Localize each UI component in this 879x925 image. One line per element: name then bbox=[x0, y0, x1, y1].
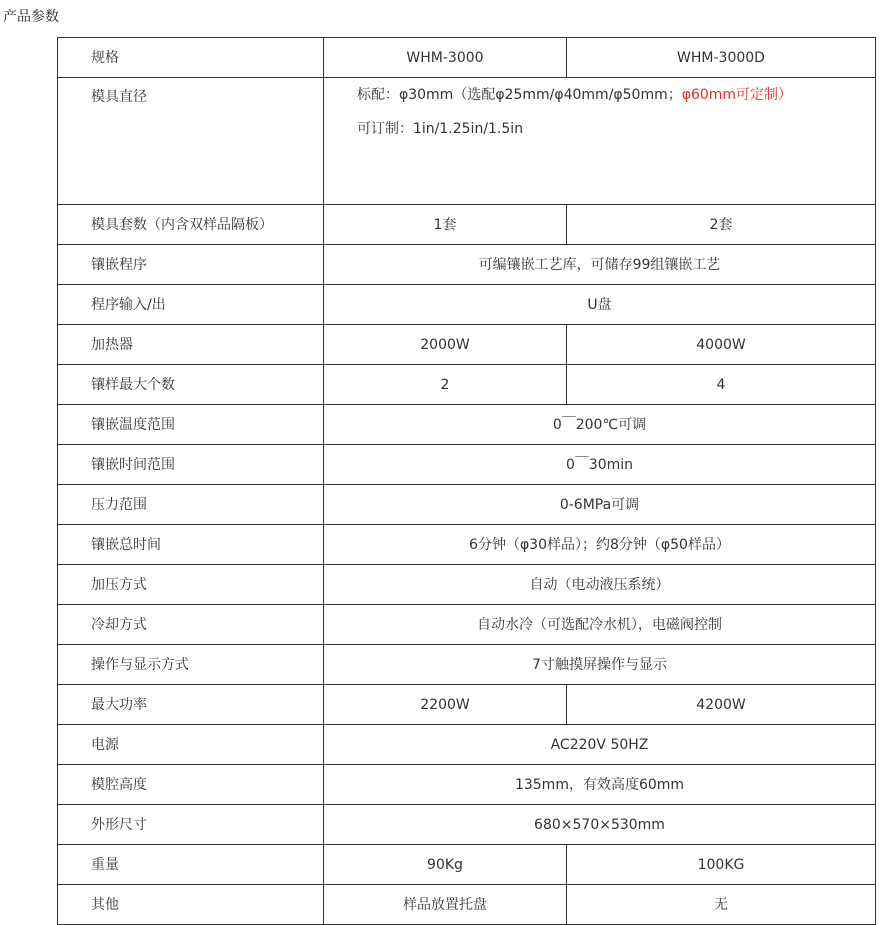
value-model-a: 1套 bbox=[324, 205, 567, 245]
value-model-b: 4 bbox=[567, 365, 876, 405]
row-label: 压力范围 bbox=[58, 485, 324, 525]
value-model-b: WHM-3000D bbox=[567, 38, 876, 78]
row-value: 可编镶嵌工艺库，可储存99组镶嵌工艺 bbox=[324, 245, 876, 285]
row-label: 加压方式 bbox=[58, 565, 324, 605]
row-value: 自动水冷（可选配冷水机），电磁阀控制 bbox=[324, 605, 876, 645]
table-row bbox=[58, 525, 876, 565]
table-row bbox=[58, 605, 876, 645]
value-model-b: 2套 bbox=[567, 205, 876, 245]
row-value: 0￣30min bbox=[324, 445, 876, 485]
table-row bbox=[58, 685, 876, 725]
row-label: 操作与显示方式 bbox=[58, 645, 324, 685]
row-value: 7寸触摸屏操作与显示 bbox=[324, 645, 876, 685]
row-value: 680×570×530mm bbox=[324, 805, 876, 845]
table-row bbox=[58, 445, 876, 485]
mold-line-1 bbox=[357, 78, 875, 112]
spec-table bbox=[57, 37, 876, 925]
row-label: 模具套数（内含双样品隔板） bbox=[58, 205, 324, 245]
table-row bbox=[58, 78, 876, 205]
value-model-b: 4000W bbox=[567, 325, 876, 365]
table-row bbox=[58, 405, 876, 445]
table-row bbox=[58, 565, 876, 605]
row-label: 模腔高度 bbox=[58, 765, 324, 805]
row-label: 程序输入/出 bbox=[58, 285, 324, 325]
row-label: 规格 bbox=[58, 38, 324, 78]
row-label: 镶嵌总时间 bbox=[58, 525, 324, 565]
table-row bbox=[58, 805, 876, 845]
row-label: 外形尺寸 bbox=[58, 805, 324, 845]
row-value: U盘 bbox=[324, 285, 876, 325]
table-row bbox=[58, 325, 876, 365]
value-model-a: 样品放置托盘 bbox=[324, 885, 567, 925]
row-label: 最大功率 bbox=[58, 685, 324, 725]
row-value: 135mm，有效高度60mm bbox=[324, 765, 876, 805]
row-value: 自动（电动液压系统） bbox=[324, 565, 876, 605]
table-row bbox=[58, 245, 876, 285]
value-model-a: 2200W bbox=[324, 685, 567, 725]
row-label: 冷却方式 bbox=[58, 605, 324, 645]
value-model-b: 4200W bbox=[567, 685, 876, 725]
table-row bbox=[58, 365, 876, 405]
table-row bbox=[58, 38, 876, 78]
row-value: AC220V 50HZ bbox=[324, 725, 876, 765]
value-model-b: 无 bbox=[567, 885, 876, 925]
table-row bbox=[58, 885, 876, 925]
mold-line-2: 可订制：1in/1.25in/1.5in bbox=[357, 121, 524, 137]
table-row bbox=[58, 765, 876, 805]
row-label: 重量 bbox=[58, 845, 324, 885]
row-value: 0￣200℃可调 bbox=[324, 405, 876, 445]
table-row bbox=[58, 845, 876, 885]
table-row bbox=[58, 485, 876, 525]
mold-standard-text: 标配：φ30mm（选配φ25mm/φ40mm/φ50mm； bbox=[357, 87, 682, 103]
table-row bbox=[58, 285, 876, 325]
row-label: 镶嵌时间范围 bbox=[58, 445, 324, 485]
row-value: 0-6MPa可调 bbox=[324, 485, 876, 525]
value-model-a: WHM-3000 bbox=[324, 38, 567, 78]
value-model-b: 100KG bbox=[567, 845, 876, 885]
row-label: 其他 bbox=[58, 885, 324, 925]
table-row bbox=[58, 205, 876, 245]
row-label: 镶样最大个数 bbox=[58, 365, 324, 405]
page-title: 产品参数 bbox=[3, 9, 59, 25]
mold-diameter-value bbox=[324, 78, 876, 205]
row-label: 电源 bbox=[58, 725, 324, 765]
row-value: 6分钟（φ30样品）；约8分钟（φ50样品） bbox=[324, 525, 876, 565]
value-model-a: 90Kg bbox=[324, 845, 567, 885]
mold-custom-text: φ60mm可定制） bbox=[681, 87, 793, 103]
row-label: 镶嵌程序 bbox=[58, 245, 324, 285]
row-label: 镶嵌温度范围 bbox=[58, 405, 324, 445]
table-row bbox=[58, 645, 876, 685]
row-label: 模具直径 bbox=[58, 78, 324, 205]
row-label: 加热器 bbox=[58, 325, 324, 365]
value-model-a: 2000W bbox=[324, 325, 567, 365]
value-model-a: 2 bbox=[324, 365, 567, 405]
table-row bbox=[58, 725, 876, 765]
